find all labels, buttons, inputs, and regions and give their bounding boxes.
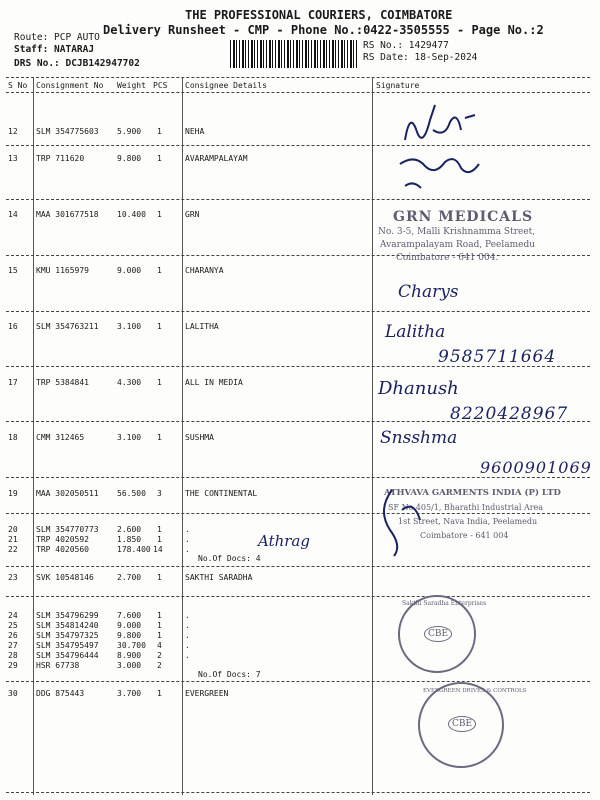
row-consignment: TRP 711620 — [36, 154, 85, 163]
row-weight: 3.100 — [117, 433, 142, 442]
row-pcs: 1 — [157, 525, 162, 534]
row-pcs: 1 — [157, 210, 162, 219]
row-consignee: . — [185, 651, 190, 660]
row-consignee: GRN — [185, 210, 200, 219]
row-consignment: TRP 4020592 — [36, 535, 89, 544]
stamp-ring-text: Sakthi Saradha Enterprises — [402, 600, 487, 607]
row-weight: 2.600 — [117, 525, 142, 534]
row-weight: 5.900 — [117, 127, 142, 136]
row-pcs: 1 — [157, 322, 162, 331]
row-sno: 30 — [8, 689, 18, 698]
staff-label: Staff: NATARAJ — [14, 44, 95, 55]
row-consignment: SLM 354770773 — [36, 525, 99, 534]
company-title: THE PROFESSIONAL COURIERS, COIMBATORE — [185, 8, 453, 22]
row-pcs: 1 — [157, 631, 162, 640]
row-sno: 16 — [8, 322, 18, 331]
row-consignee: . — [185, 525, 190, 534]
garments-stamp-title: ATHVAVA GARMENTS INDIA (P) LTD — [384, 488, 561, 498]
row-weight: 8.900 — [117, 651, 142, 660]
row-weight: 7.600 — [117, 611, 142, 620]
row-consignee: . — [185, 545, 190, 554]
docs-count: No.Of Docs: 7 — [198, 670, 261, 679]
col-sno: S No — [8, 81, 28, 90]
row-divider — [6, 566, 590, 567]
row-sno: 22 — [8, 545, 18, 554]
row-pcs: 2 — [157, 661, 162, 670]
row-pcs: 1 — [157, 433, 162, 442]
round-stamp — [398, 595, 487, 673]
row-consignment: CMM 312465 — [36, 433, 85, 442]
row-pcs: 1 — [157, 573, 162, 582]
signature-scribble — [372, 480, 432, 560]
rs-date: RS Date: 18-Sep-2024 — [363, 52, 478, 63]
row-sno: 27 — [8, 641, 18, 650]
row-consignee: SAKTHI SARADHA — [185, 573, 253, 582]
signature-lalitha: Lalitha — [385, 322, 446, 342]
row-consignee: SUSHMA — [185, 433, 214, 442]
row-consignment: DDG 875443 — [36, 689, 85, 698]
row-divider — [6, 145, 590, 146]
row-divider — [6, 596, 590, 597]
row-pcs: 1 — [157, 621, 162, 630]
row-consignment: TRP 5384841 — [36, 378, 89, 387]
row-weight: 30.700 — [117, 641, 146, 650]
row-consignment: HSR 67738 — [36, 661, 80, 670]
row-weight: 9.000 — [117, 266, 142, 275]
header-top-rule — [6, 77, 590, 78]
signature-scribble — [395, 150, 505, 195]
row-pcs: 1 — [157, 154, 162, 163]
row-consignee: ALL IN MEDIA — [185, 378, 243, 387]
garments-stamp-line: Coimbatore - 641 004 — [420, 531, 509, 540]
row-consignment: MAA 302050511 — [36, 489, 99, 498]
row-sno: 23 — [8, 573, 18, 582]
row-consignment: SLM 354797325 — [36, 631, 99, 640]
row-weight: 10.400 — [117, 210, 146, 219]
garments-stamp-line: 1st Street, Nava India, Peelamedu — [398, 517, 538, 526]
row-consignee: AVARAMPALAYAM — [185, 154, 248, 163]
signature-dhanush: Dhanush — [378, 378, 459, 399]
row-consignment: SLM 354796299 — [36, 611, 99, 620]
docs-count: No.Of Docs: 4 — [198, 554, 261, 563]
runsheet-subtitle: Delivery Runsheet - CMP - Phone No.:0422-3505555 - Page No.:2 — [103, 23, 544, 37]
col-pcs: PCS — [153, 81, 168, 90]
handwritten-phone: 9600901069 — [480, 458, 592, 477]
grn-stamp-line: No. 3-5, Malli Krishnamma Street, — [378, 227, 536, 237]
row-weight: 178.400 — [117, 545, 151, 554]
row-consignee: CHARANYA — [185, 266, 224, 275]
row-divider — [6, 681, 590, 682]
rs-number: RS No.: 1429477 — [363, 40, 449, 51]
col-separator — [182, 77, 183, 795]
col-weight: Weight — [117, 81, 146, 90]
row-sno: 28 — [8, 651, 18, 660]
col-consignee: Consignee Details — [185, 81, 267, 90]
row-weight: 4.300 — [117, 378, 142, 387]
row-weight: 9.000 — [117, 621, 142, 630]
row-pcs: 1 — [157, 378, 162, 387]
row-weight: 3.700 — [117, 689, 142, 698]
row-consignment: SVK 10548146 — [36, 573, 94, 582]
row-sno: 19 — [8, 489, 18, 498]
grn-stamp-title: GRN MEDICALS — [393, 209, 534, 225]
row-pcs: 1 — [157, 535, 162, 544]
signature-sushma: Snsshma — [380, 428, 458, 448]
row-weight: 9.800 — [117, 154, 142, 163]
row-consignment: MAA 301677518 — [36, 210, 99, 219]
row-sno: 15 — [8, 266, 18, 275]
row-weight: 3.000 — [117, 661, 142, 670]
row-divider — [6, 255, 590, 256]
row-consignment: SLM 354775603 — [36, 127, 99, 136]
row-pcs: 1 — [157, 127, 162, 136]
row-weight: 1.850 — [117, 535, 142, 544]
col-separator — [372, 77, 373, 795]
row-weight: 2.700 — [117, 573, 142, 582]
row-consignment: KMU 1165979 — [36, 266, 89, 275]
col-signature: Signature — [376, 81, 420, 90]
grn-stamp-line: Coimbatore - 641 004. — [396, 253, 499, 263]
route-label: Route: PCP AUTO — [14, 32, 100, 43]
row-consignee: . — [185, 535, 190, 544]
row-consignee: . — [185, 621, 190, 630]
row-sno: 13 — [8, 154, 18, 163]
col-separator — [33, 77, 34, 795]
row-consignment: SLM 354796444 — [36, 651, 99, 660]
row-divider — [6, 477, 590, 478]
row-sno: 29 — [8, 661, 18, 670]
row-pcs: 1 — [157, 689, 162, 698]
row-pcs: 2 — [157, 651, 162, 660]
handwritten-note: Athrag — [258, 532, 310, 550]
stamp-text: CBE — [448, 716, 476, 732]
drs-number: DRS No.: DCJB142947702 — [14, 58, 140, 69]
stamp-text: CBE — [424, 626, 452, 642]
signature-scribble — [395, 100, 485, 150]
row-sno: 14 — [8, 210, 18, 219]
row-divider — [6, 513, 590, 514]
handwritten-phone: 9585711664 — [438, 347, 557, 367]
row-sno: 17 — [8, 378, 18, 387]
header-bottom-rule — [6, 92, 590, 93]
row-consignee: LALITHA — [185, 322, 219, 331]
row-pcs: 3 — [157, 489, 162, 498]
row-consignee: THE CONTINENTAL — [185, 489, 258, 498]
row-consignment: TRP 4020560 — [36, 545, 89, 554]
row-pcs: 1 — [157, 266, 162, 275]
row-pcs: 4 — [157, 641, 162, 650]
row-sno: 26 — [8, 631, 18, 640]
row-consignee: NEHA — [185, 127, 205, 136]
row-pcs: 14 — [153, 545, 163, 554]
row-divider — [6, 311, 590, 312]
row-sno: 18 — [8, 433, 18, 442]
signature-charanya: Charys — [398, 282, 459, 302]
row-consignee: EVERGREEN — [185, 689, 229, 698]
row-sno: 21 — [8, 535, 18, 544]
row-consignment: SLM 354795497 — [36, 641, 99, 650]
row-sno: 25 — [8, 621, 18, 630]
row-weight: 3.100 — [117, 322, 142, 331]
row-sno: 20 — [8, 525, 18, 534]
row-consignment: SLM 354814240 — [36, 621, 99, 630]
row-sno: 12 — [8, 127, 18, 136]
row-consignee: . — [185, 611, 190, 620]
handwritten-phone: 8220428967 — [450, 404, 569, 424]
row-weight: 9.800 — [117, 631, 142, 640]
row-consignee: . — [185, 631, 190, 640]
stamp-ring-text: EVERGREEN DRIVES & CONTROLS — [423, 688, 527, 694]
row-consignment: SLM 354763211 — [36, 322, 99, 331]
garments-stamp-line: SF No.405/1, Bharathi Industrial Area — [388, 503, 544, 512]
row-weight: 56.500 — [117, 489, 146, 498]
row-pcs: 1 — [157, 611, 162, 620]
grn-stamp-line: Avarampalayam Road, Peelamedu — [380, 240, 536, 250]
col-consignment: Consignment No — [36, 81, 104, 90]
barcode — [230, 40, 358, 68]
row-divider — [6, 792, 590, 793]
row-consignee: . — [185, 641, 190, 650]
row-sno: 24 — [8, 611, 18, 620]
row-divider — [6, 199, 590, 200]
round-stamp — [418, 682, 527, 768]
